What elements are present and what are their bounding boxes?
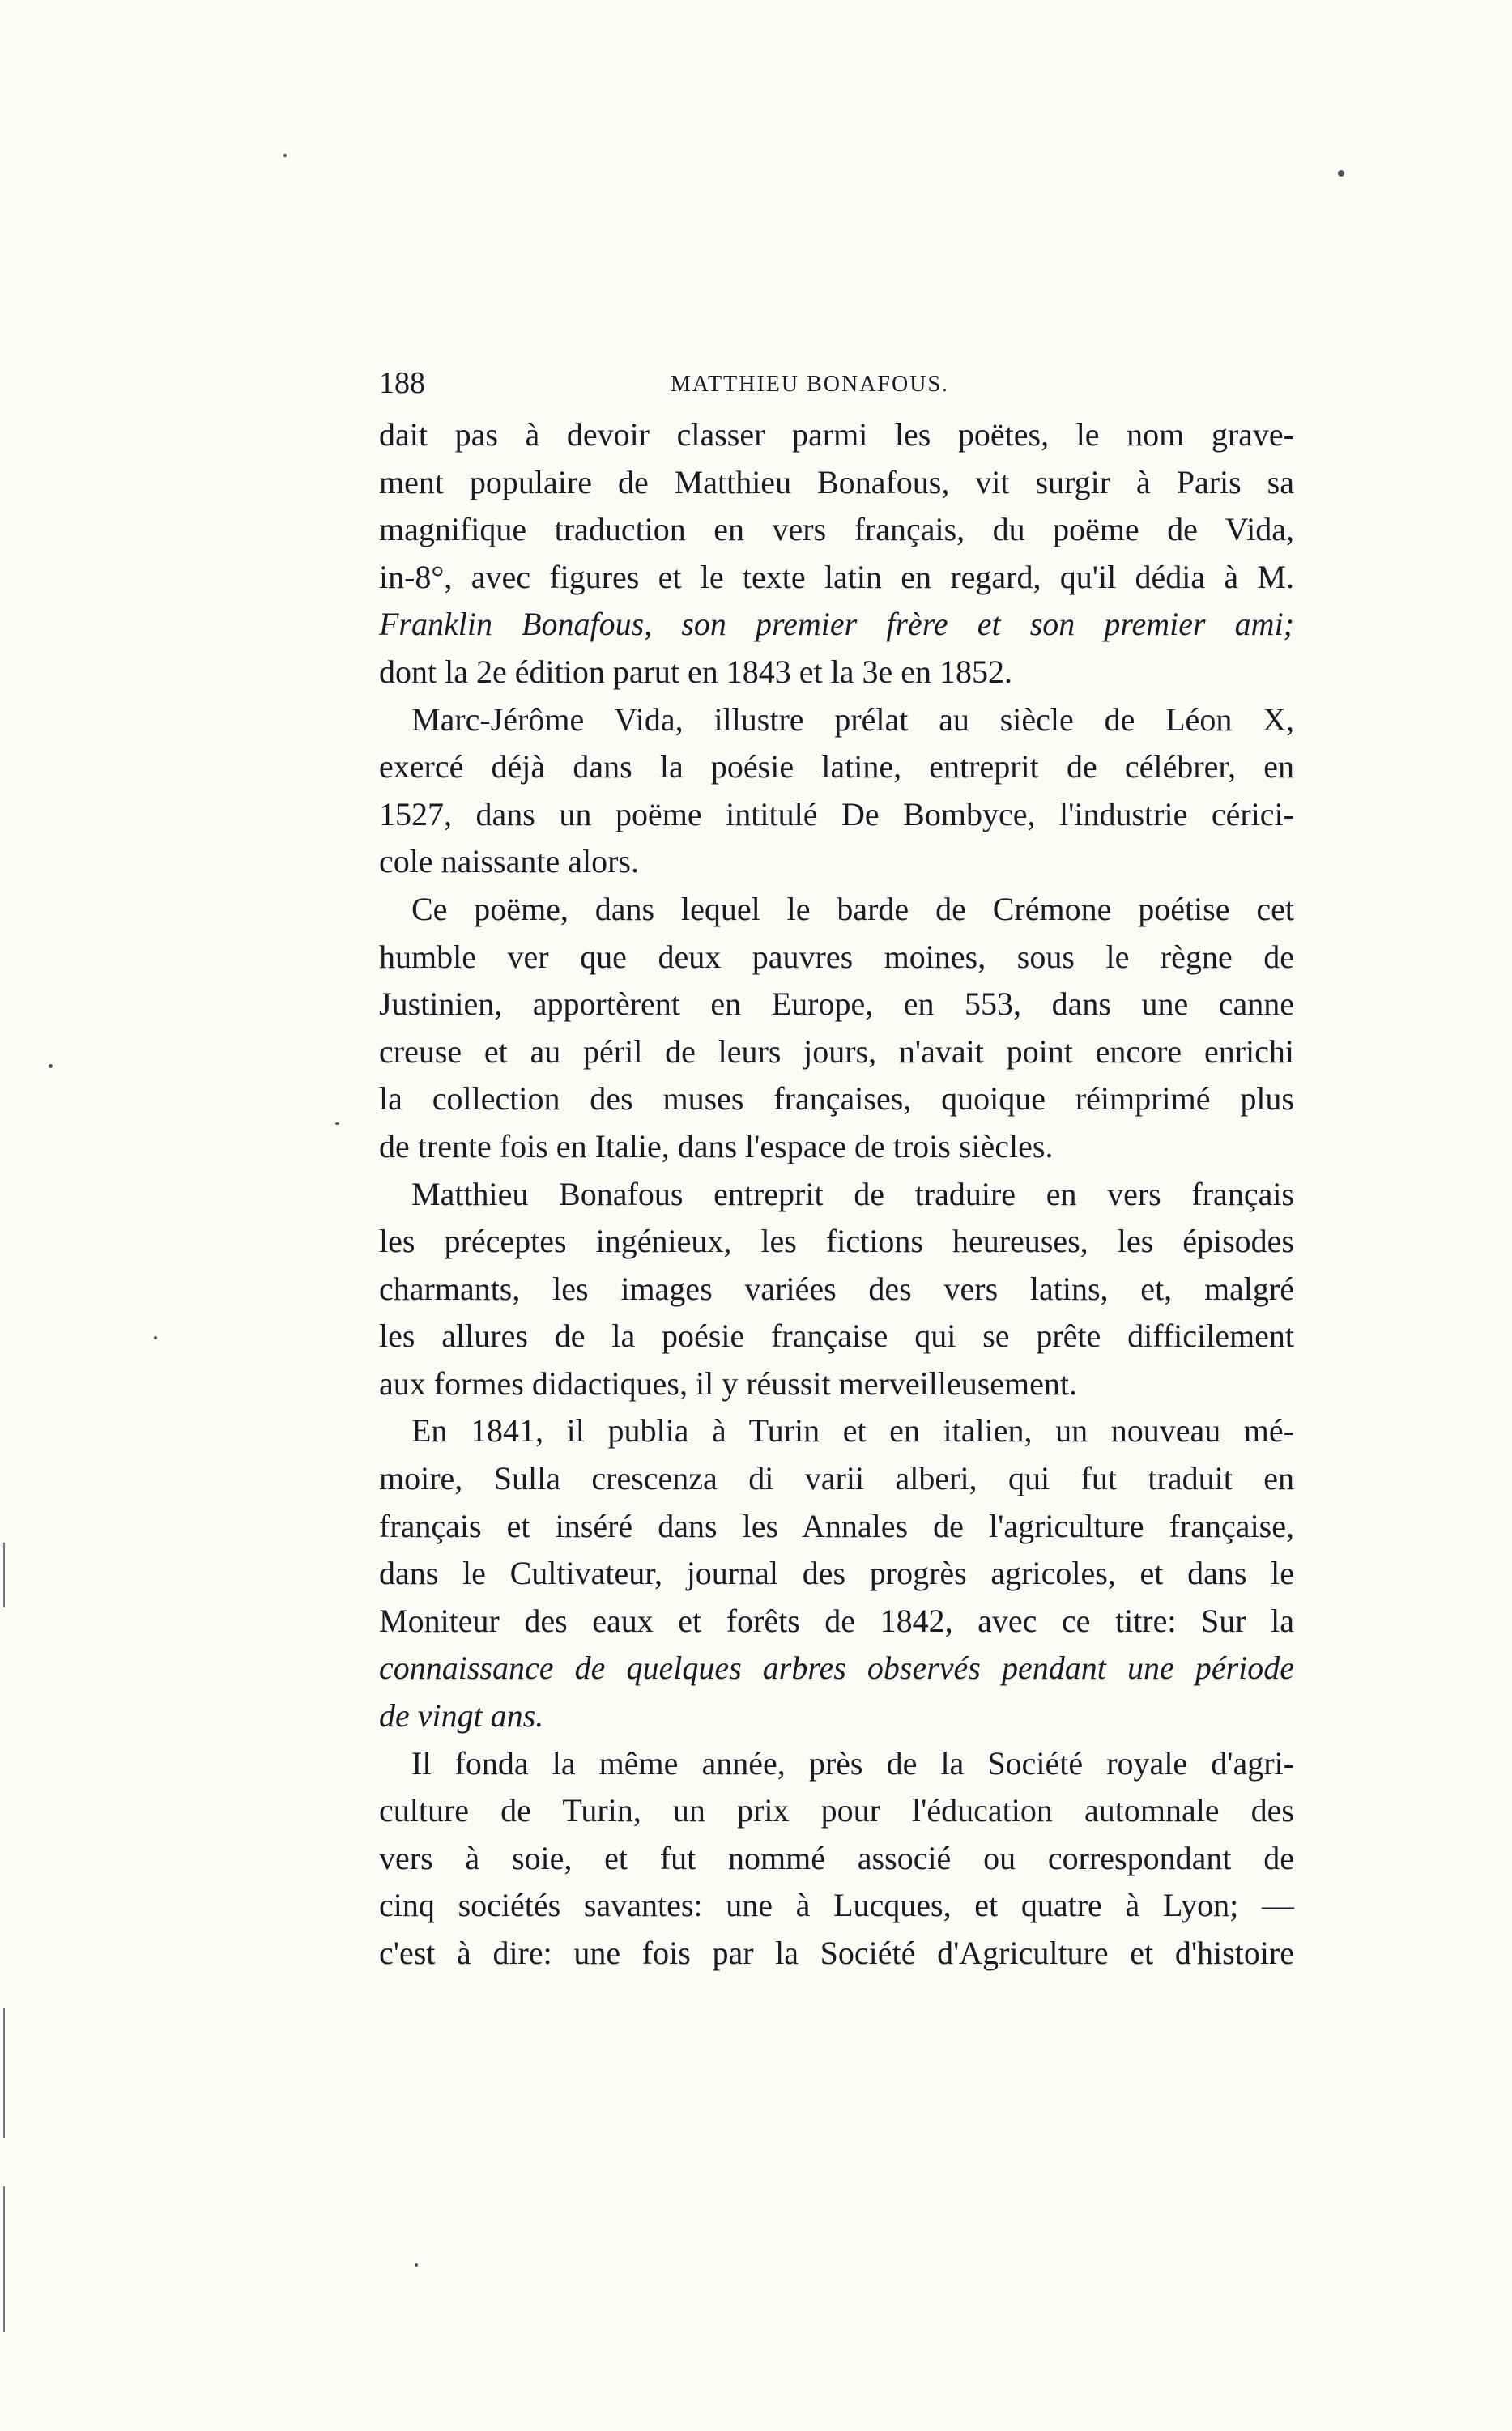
scan-speck — [49, 1064, 53, 1068]
scan-speck — [1338, 170, 1344, 177]
body-text — [379, 411, 1294, 1978]
text-line: Ce poëme, dans lequel le barde de Crémone poétise cet — [411, 890, 1294, 927]
text-line: dait pas à devoir classer parmi les poëtes, le nom grave- — [379, 416, 1294, 453]
scan-speck — [283, 154, 287, 157]
text-line: En 1841, il publia à Turin et en italien, un nouveau mé- — [411, 1412, 1294, 1450]
margin-mark — [3, 1543, 5, 1607]
running-header — [379, 363, 1294, 403]
text-line: cole naissante alors. — [379, 843, 639, 880]
scan-speck — [154, 1336, 157, 1339]
text-line: les allures de la poésie française qui se prête difficilement — [379, 1318, 1294, 1355]
scan-speck — [415, 2263, 418, 2267]
text-line: vers à soie, et fut nommé associé ou correspondant de — [379, 1839, 1294, 1876]
text-line: Franklin Bonafous, son premier frère et son premier ami; — [379, 606, 1294, 643]
margin-mark — [3, 2008, 5, 2138]
text-line: connaissance de quelques arbres observés pendant une période — [379, 1650, 1294, 1687]
text-line: magnifique traduction en vers français, du poëme de Vida, — [379, 511, 1294, 548]
text-line: Matthieu Bonafous entreprit de traduire en vers français — [411, 1175, 1294, 1212]
text-line: de vingt ans. — [379, 1697, 544, 1735]
margin-mark — [3, 2186, 5, 2332]
text-line: la collection des muses françaises, quoique réimprimé plus — [379, 1080, 1294, 1118]
text-line: culture de Turin, un prix pour l'éducation automnale des — [379, 1792, 1294, 1829]
text-line: de trente fois en Italie, dans l'espace de trois siècles. — [379, 1127, 1054, 1164]
text-line: Moniteur des eaux et forêts de 1842, avec ce titre: Sur la — [379, 1602, 1294, 1639]
text-line: les préceptes ingénieux, les fictions heureuses, les épisodes — [379, 1223, 1294, 1260]
text-line: humble ver que deux pauvres moines, sous le règne de — [379, 938, 1294, 975]
text-line: c'est à dire: une fois par la Société d'Agriculture et d'histoire — [379, 1935, 1294, 1971]
page-number: 188 — [379, 366, 425, 400]
running-title: MATTHIEU BONAFOUS. — [671, 372, 950, 397]
text-line: français et inséré dans les Annales de l'agriculture française, — [379, 1507, 1294, 1544]
text-line: moire, Sulla crescenza di varii alberi, qui fut traduit en — [379, 1460, 1294, 1497]
text-line: dans le Cultivateur, journal des progrès agricoles, et dans le — [379, 1555, 1294, 1592]
text-line: cinq sociétés savantes: une à Lucques, et quatre à Lyon; — — [379, 1887, 1294, 1924]
text-line: ment populaire de Matthieu Bonafous, vit surgir à Paris sa — [379, 463, 1294, 500]
text-line: Il fonda la même année, près de la Société royale d'agri- — [411, 1744, 1294, 1782]
text-line: exercé déjà dans la poésie latine, entreprit de célébrer, en — [379, 748, 1294, 785]
text-line: creuse et au péril de leurs jours, n'avait point encore enrichi — [379, 1032, 1294, 1070]
text-line: dont la 2e édition parut en 1843 et la 3e en 1852. — [379, 653, 1013, 690]
text-line: aux formes didactiques, il y réussit merveilleusement. — [379, 1365, 1077, 1402]
text-line: in-8°, avec figures et le texte latin en regard, qu'il dédia à M. — [379, 558, 1294, 595]
text-line: 1527, dans un poëme intitulé De Bombyce, l'industrie cérici- — [379, 795, 1294, 832]
scan-speck — [335, 1122, 339, 1125]
text-line: charmants, les images variées des vers latins, et, malgré — [379, 1270, 1294, 1307]
text-line: Justinien, apportèrent en Europe, en 553, dans une canne — [379, 986, 1294, 1023]
text-line: Marc-Jérôme Vida, illustre prélat au siècle de Léon X, — [411, 700, 1294, 738]
